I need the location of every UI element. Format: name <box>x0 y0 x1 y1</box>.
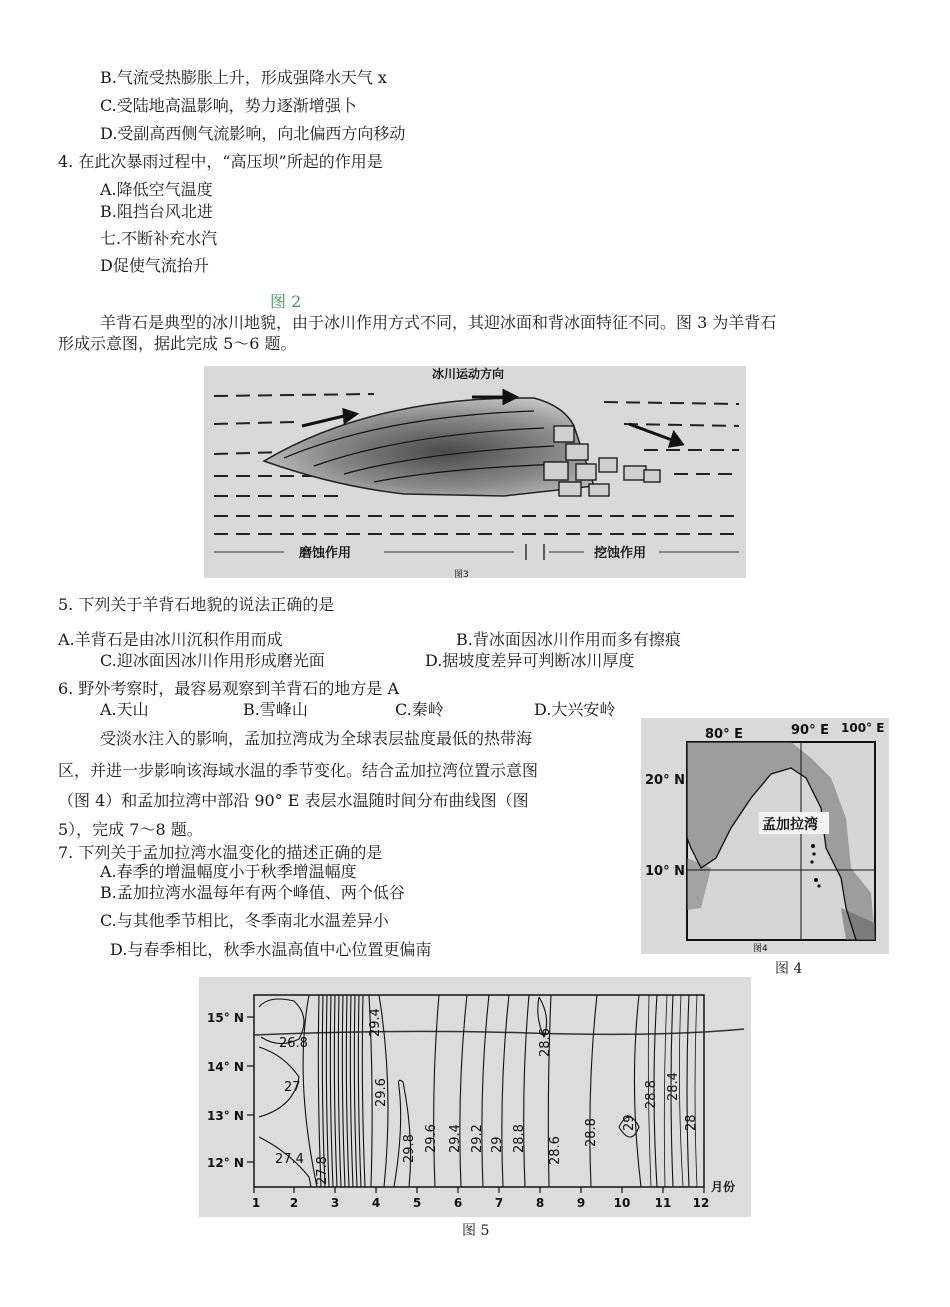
contour-label: 27.4 <box>275 1152 304 1167</box>
x-tick-7: 7 <box>494 1196 504 1210</box>
fig4-lat-20n: 20° N <box>645 773 685 788</box>
q3-option-b: B.气流受热膨胀上升，形成强降水天气 x <box>100 68 387 87</box>
x-axis-unit: 月份 <box>711 1180 736 1194</box>
q6-option-d: D.大兴安岭 <box>534 700 616 719</box>
x-tick-12: 12 <box>692 1196 710 1210</box>
x-tick-8: 8 <box>535 1196 545 1210</box>
q5-stem: 5. 下列关于羊背石地貌的说法正确的是 <box>58 595 335 614</box>
figure-4-drawing <box>641 718 889 954</box>
q6-option-b: B.雪峰山 <box>243 700 308 719</box>
contour-label: 29 <box>622 1114 637 1131</box>
intro-56-line1: 羊背石是典型的冰川地貌，由于冰川作用方式不同，其迎冰面和背冰面特征不同。图 3 为羊背石 <box>100 313 777 332</box>
x-tick-4: 4 <box>371 1196 381 1210</box>
figure-3-roche-moutonnee <box>204 366 746 578</box>
x-tick-6: 6 <box>453 1196 463 1210</box>
contour-label: 28.8 <box>644 1080 659 1109</box>
q6-option-a: A.天山 <box>100 700 149 719</box>
q3-option-d: D.受副高西侧气流影响，向北偏西方向移动 <box>100 124 406 143</box>
contour-label: 26.8 <box>279 1036 308 1051</box>
x-tick-3: 3 <box>330 1196 340 1210</box>
q5-option-c: C.迎冰面因冰川作用形成磨光面 <box>100 651 325 670</box>
fig3-caption: 图3 <box>454 570 469 578</box>
q7-option-c: C.与其他季节相比，冬季南北水温差异小 <box>100 911 389 930</box>
fig2-marker: 图 2 <box>270 292 302 311</box>
contour-label: 28 <box>684 1114 699 1131</box>
fig4-inner-caption: 图4 <box>753 944 768 954</box>
contour-label: 28.8 <box>512 1124 527 1153</box>
contour-label: 28.6 <box>548 1136 563 1165</box>
x-tick-9: 9 <box>576 1196 586 1210</box>
fig4-lon-90e: 90° E <box>791 723 829 738</box>
figure-5-sst-isotherms <box>199 977 751 1217</box>
contour-label: 29.6 <box>424 1124 439 1153</box>
x-tick-10: 10 <box>613 1196 631 1210</box>
q5-option-d: D.据坡度差异可判断冰川厚度 <box>425 651 635 670</box>
y-tick-13n: 13° N <box>207 1109 244 1123</box>
q7-option-a: A.春季的增温幅度小于秋季增温幅度 <box>100 862 357 881</box>
fig4-lon-100e: 100° E <box>841 721 885 735</box>
q4-option-c: 七.不断补充水汽 <box>100 229 218 248</box>
x-tick-1: 1 <box>251 1196 261 1210</box>
fig3-abrasion-label: 磨蚀作用 <box>299 546 352 561</box>
fig4-caption: 图 4 <box>775 961 803 977</box>
y-tick-14n: 14° N <box>207 1060 244 1074</box>
q7-stem: 7. 下列关于孟加拉湾水温变化的描述正确的是 <box>58 843 383 862</box>
y-tick-12n: 12° N <box>207 1156 244 1170</box>
contour-label: 29.4 <box>368 1008 383 1037</box>
x-tick-2: 2 <box>289 1196 299 1210</box>
fig4-lat-10n: 10° N <box>645 864 685 879</box>
fig3-flow-label: 冰川运动方向 <box>432 367 505 381</box>
q6-stem: 6. 野外考察时，最容易观察到羊背石的地方是 A <box>58 679 399 698</box>
contour-label: 29.6 <box>374 1078 389 1107</box>
contour-label: 29.8 <box>402 1134 417 1163</box>
contour-label: 27 <box>284 1080 301 1095</box>
q5-option-b: B.背冰面因冰川作用而多有擦痕 <box>456 630 681 649</box>
contour-label: 28.4 <box>666 1072 681 1101</box>
q4-option-d: D促使气流抬升 <box>100 256 209 275</box>
q7-option-d: D.与春季相比，秋季水温高值中心位置更偏南 <box>110 940 432 959</box>
figure-5-drawing <box>199 977 751 1217</box>
q7-option-b: B.孟加拉湾水温每年有两个峰值、两个低谷 <box>100 883 405 902</box>
fig5-caption: 图 5 <box>462 1223 490 1239</box>
intro-78-line3: （图 4）和孟加拉湾中部沿 90° E 表层水温随时间分布曲线图（图 <box>58 791 529 810</box>
intro-56-line2: 形成示意图，据此完成 5～6 题。 <box>58 334 297 353</box>
figure-3-drawing <box>204 366 746 578</box>
intro-78-line1: 受淡水注入的影响，孟加拉湾成为全球表层盐度最低的热带海 <box>100 729 533 748</box>
fig4-bay-label: 孟加拉湾 <box>762 817 818 833</box>
figure-4-bay-of-bengal-map <box>641 718 889 954</box>
q4-option-b: B.阻挡台风北进 <box>100 202 213 221</box>
contour-label: 28.6 <box>538 1028 553 1057</box>
intro-78-line4: 5），完成 7～8 题。 <box>58 820 203 839</box>
fig3-plucking-label: 挖蚀作用 <box>594 546 647 561</box>
contour-label: 27.8 <box>315 1156 330 1185</box>
contour-label: 29.4 <box>448 1124 463 1153</box>
x-tick-5: 5 <box>412 1196 422 1210</box>
y-tick-15n: 15° N <box>207 1011 244 1025</box>
q4-option-a: A.降低空气温度 <box>100 180 213 199</box>
x-tick-11: 11 <box>654 1196 672 1210</box>
contour-label: 28.8 <box>584 1118 599 1147</box>
contour-label: 29.2 <box>470 1124 485 1153</box>
q4-stem: 4. 在此次暴雨过程中，“高压坝”所起的作用是 <box>58 152 383 171</box>
intro-78-line2: 区，并进一步影响该海域水温的季节变化。结合孟加拉湾位置示意图 <box>58 761 539 780</box>
q5-option-a: A.羊背石是由冰川沉积作用而成 <box>58 630 283 649</box>
contour-label: 29 <box>490 1136 505 1153</box>
fig4-lon-80e: 80° E <box>705 727 743 742</box>
q6-option-c: C.秦岭 <box>395 700 444 719</box>
q3-option-c: C.受陆地高温影响，势力逐渐增强卜 <box>100 96 357 115</box>
